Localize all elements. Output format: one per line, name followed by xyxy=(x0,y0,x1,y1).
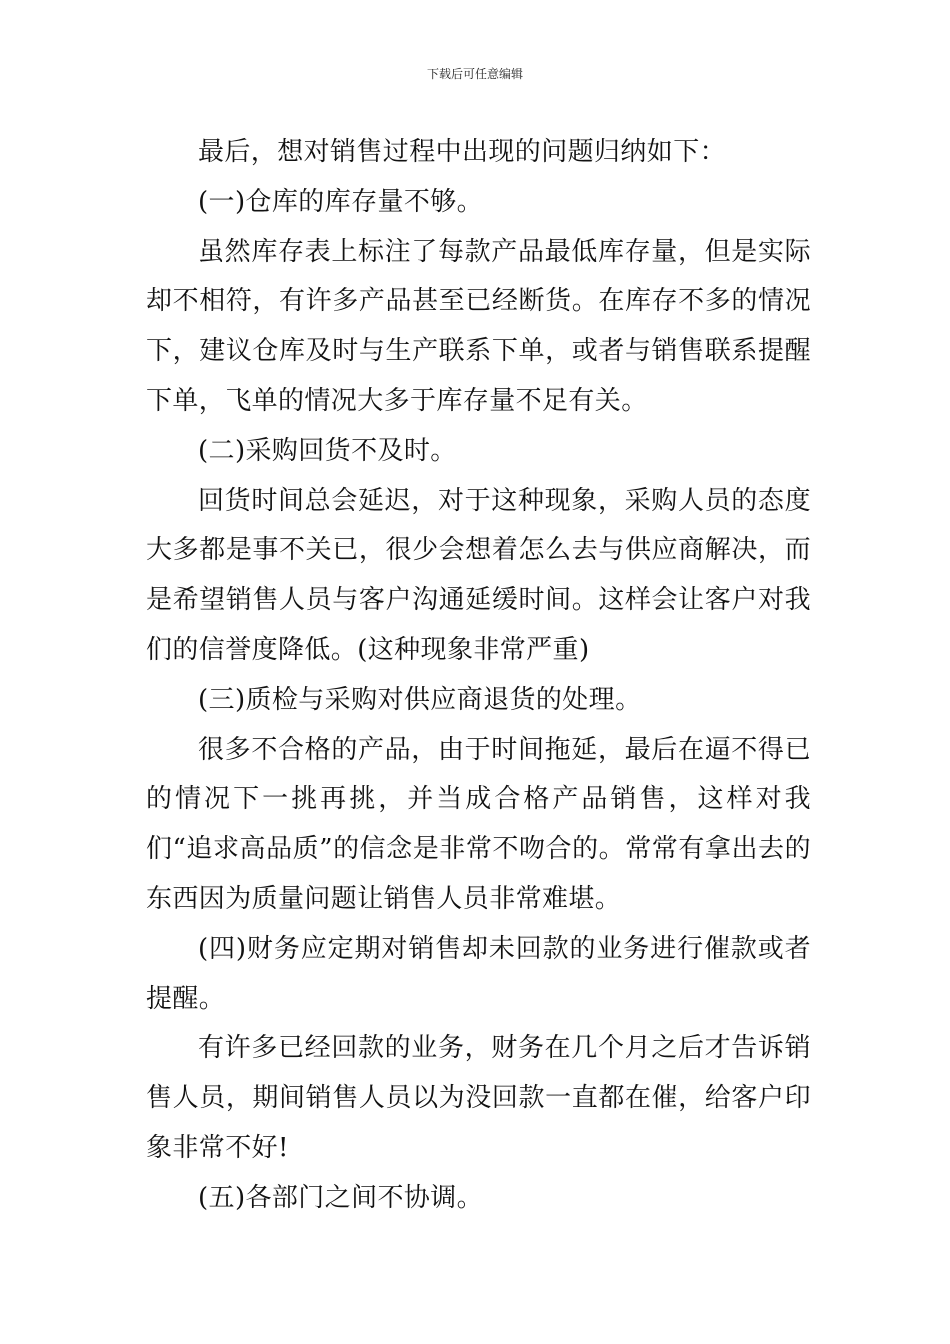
section-heading-5: (五)各部门之间不协调。 xyxy=(198,1182,484,1213)
section-body-3: 很多不合格的产品，由于时间拖延，最后在逼不得已的情况下一挑再挑，并当成合格产品销售，这样对我们“追求高品质”的信念是非常不吻合的。常常有拿出去的东西因为质量问题让销售人员非常难堪。 xyxy=(146,734,811,914)
section-body-1: 虽然库存表上标注了每款产品最低库存量，但是实际却不相符，有许多产品甚至已经断货。在库存不多的情况下，建议仓库及时与生产联系下单，或者与销售联系提醒下单，飞单的情况大多于库存量不足有关。 xyxy=(146,236,811,416)
intro-paragraph: 最后，想对销售过程中出现的问题归纳如下： xyxy=(198,137,727,167)
header-note: 下载后可任意编辑 xyxy=(426,67,523,81)
document-body xyxy=(146,128,811,1224)
section-heading-2: (二)采购回货不及时。 xyxy=(198,435,457,466)
section-body-2: 回货时间总会延迟，对于这种现象，采购人员的态度大多都是事不关已，很少会想着怎么去与供应商解决，而是希望销售人员与客户沟通延缓时间。这样会让客户对我们的信誉度降低。(这种现象非常严重) xyxy=(146,485,811,665)
section-body-4: 有许多已经回款的业务，财务在几个月之后才告诉销售人员，期间销售人员以为没回款一直都在催，给客户印象非常不好! xyxy=(146,1033,811,1163)
section-heading-4: (四)财务应定期对销售却未回款的业务进行催款或者提醒。 xyxy=(146,933,811,1014)
section-heading-1: (一)仓库的库存量不够。 xyxy=(198,186,484,217)
section-heading-3: (三)质检与采购对供应商退货的处理。 xyxy=(198,684,642,715)
